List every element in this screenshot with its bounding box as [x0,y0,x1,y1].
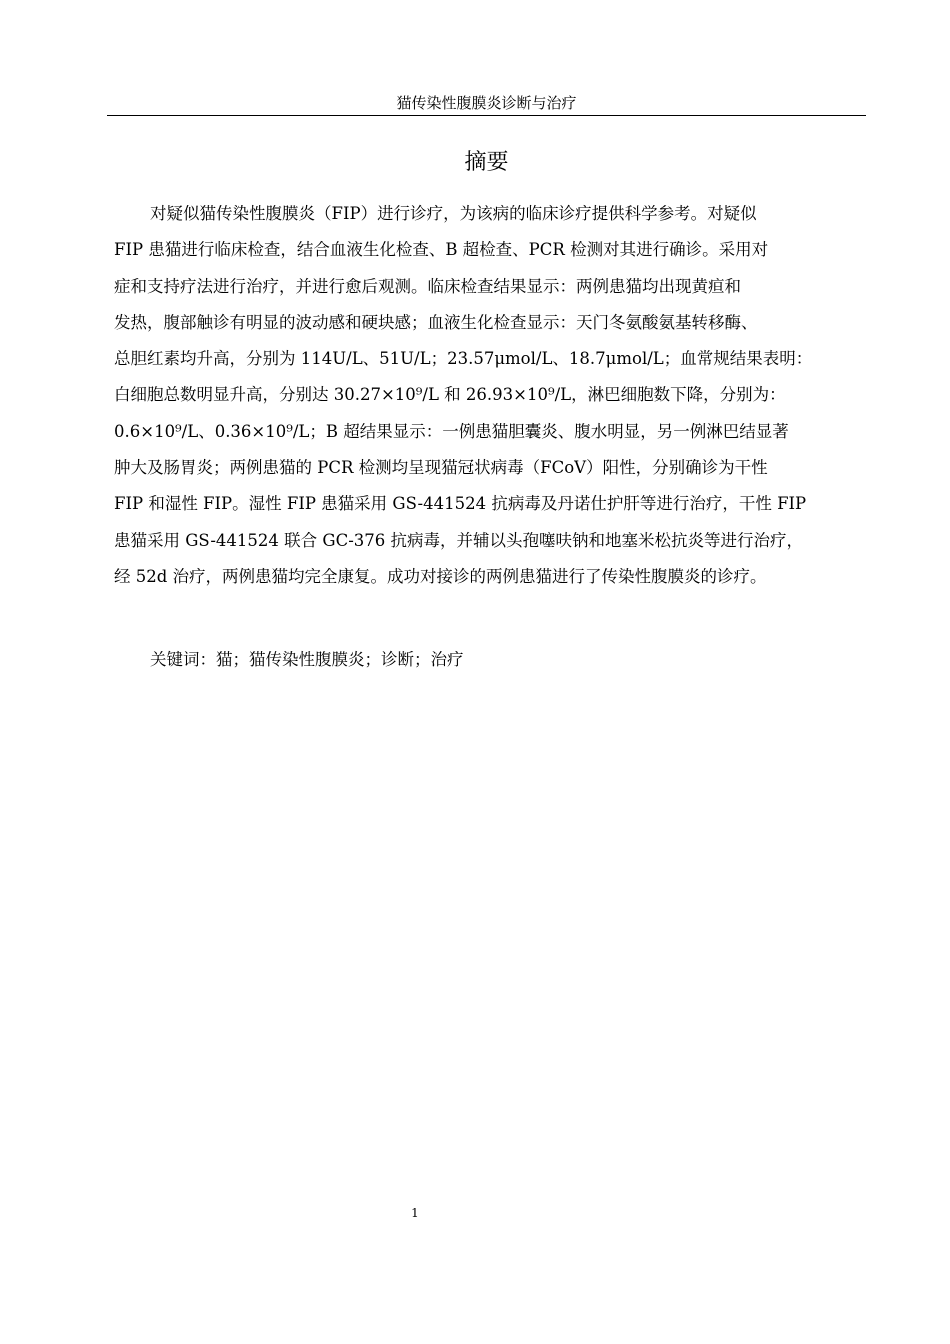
abstract-line: 肿大及肠胃炎；两例患猫的 PCR 检测均呈现猫冠状病毒（FCoV）阳性，分别确诊为干性 [114,458,768,478]
abstract-line: 发热，腹部触诊有明显的波动感和硬块感；血液生化检查显示：天门冬氨酸氨基转移酶、 [114,312,758,332]
abstract-line: 症和支持疗法进行治疗，并进行愈后观测。临床检查结果显示：两例患猫均出现黄疸和 [114,276,741,296]
page-number: 1 [411,1206,419,1220]
abstract-line: 0.6×10⁹/L、0.36×10⁹/L；B 超结果显示：一例患猫胆囊炎、腹水明显，另一例淋巴结显著 [114,421,789,441]
running-header-title: 猫传染性腹膜炎诊断与治疗 [396,94,577,112]
abstract-line: 经 52d 治疗，两例患猫均完全康复。成功对接诊的两例患猫进行了传染性腹膜炎的诊疗。 [114,566,767,586]
abstract-line: 患猫采用 GS-441524 联合 GC-376 抗病毒，并辅以头孢噻呋钠和地塞米松抗炎等进行治疗， [114,530,804,550]
abstract-line: 对疑似猫传染性腹膜炎（FIP）进行诊疗，为该病的临床诊疗提供科学参考。对疑似 [150,204,757,223]
abstract-title: 摘要 [464,150,509,175]
abstract-line: FIP 和湿性 FIP。湿性 FIP 患猫采用 GS-441524 抗病毒及丹诺仕护肝等进行治疗，干性 FIP [114,494,807,514]
abstract-line: FIP 患猫进行临床检查，结合血液生化检查、B 超检查、PCR 检测对其进行确诊。采用对 [114,240,769,260]
keywords: 关键词：猫；猫传染性腹膜炎；诊断；治疗 [150,650,464,669]
header-divider [107,115,866,116]
abstract-line: 总胆红素均升高，分别为 114U/L、51U/L；23.57μmol/L、18.7μmol/L；血常规结果表明： [114,349,813,369]
abstract-line: 白细胞总数明显升高，分别达 30.27×10⁹/L 和 26.93×10⁹/L，淋巴细胞数下降，分别为： [114,385,786,405]
abstract-body [114,196,860,595]
